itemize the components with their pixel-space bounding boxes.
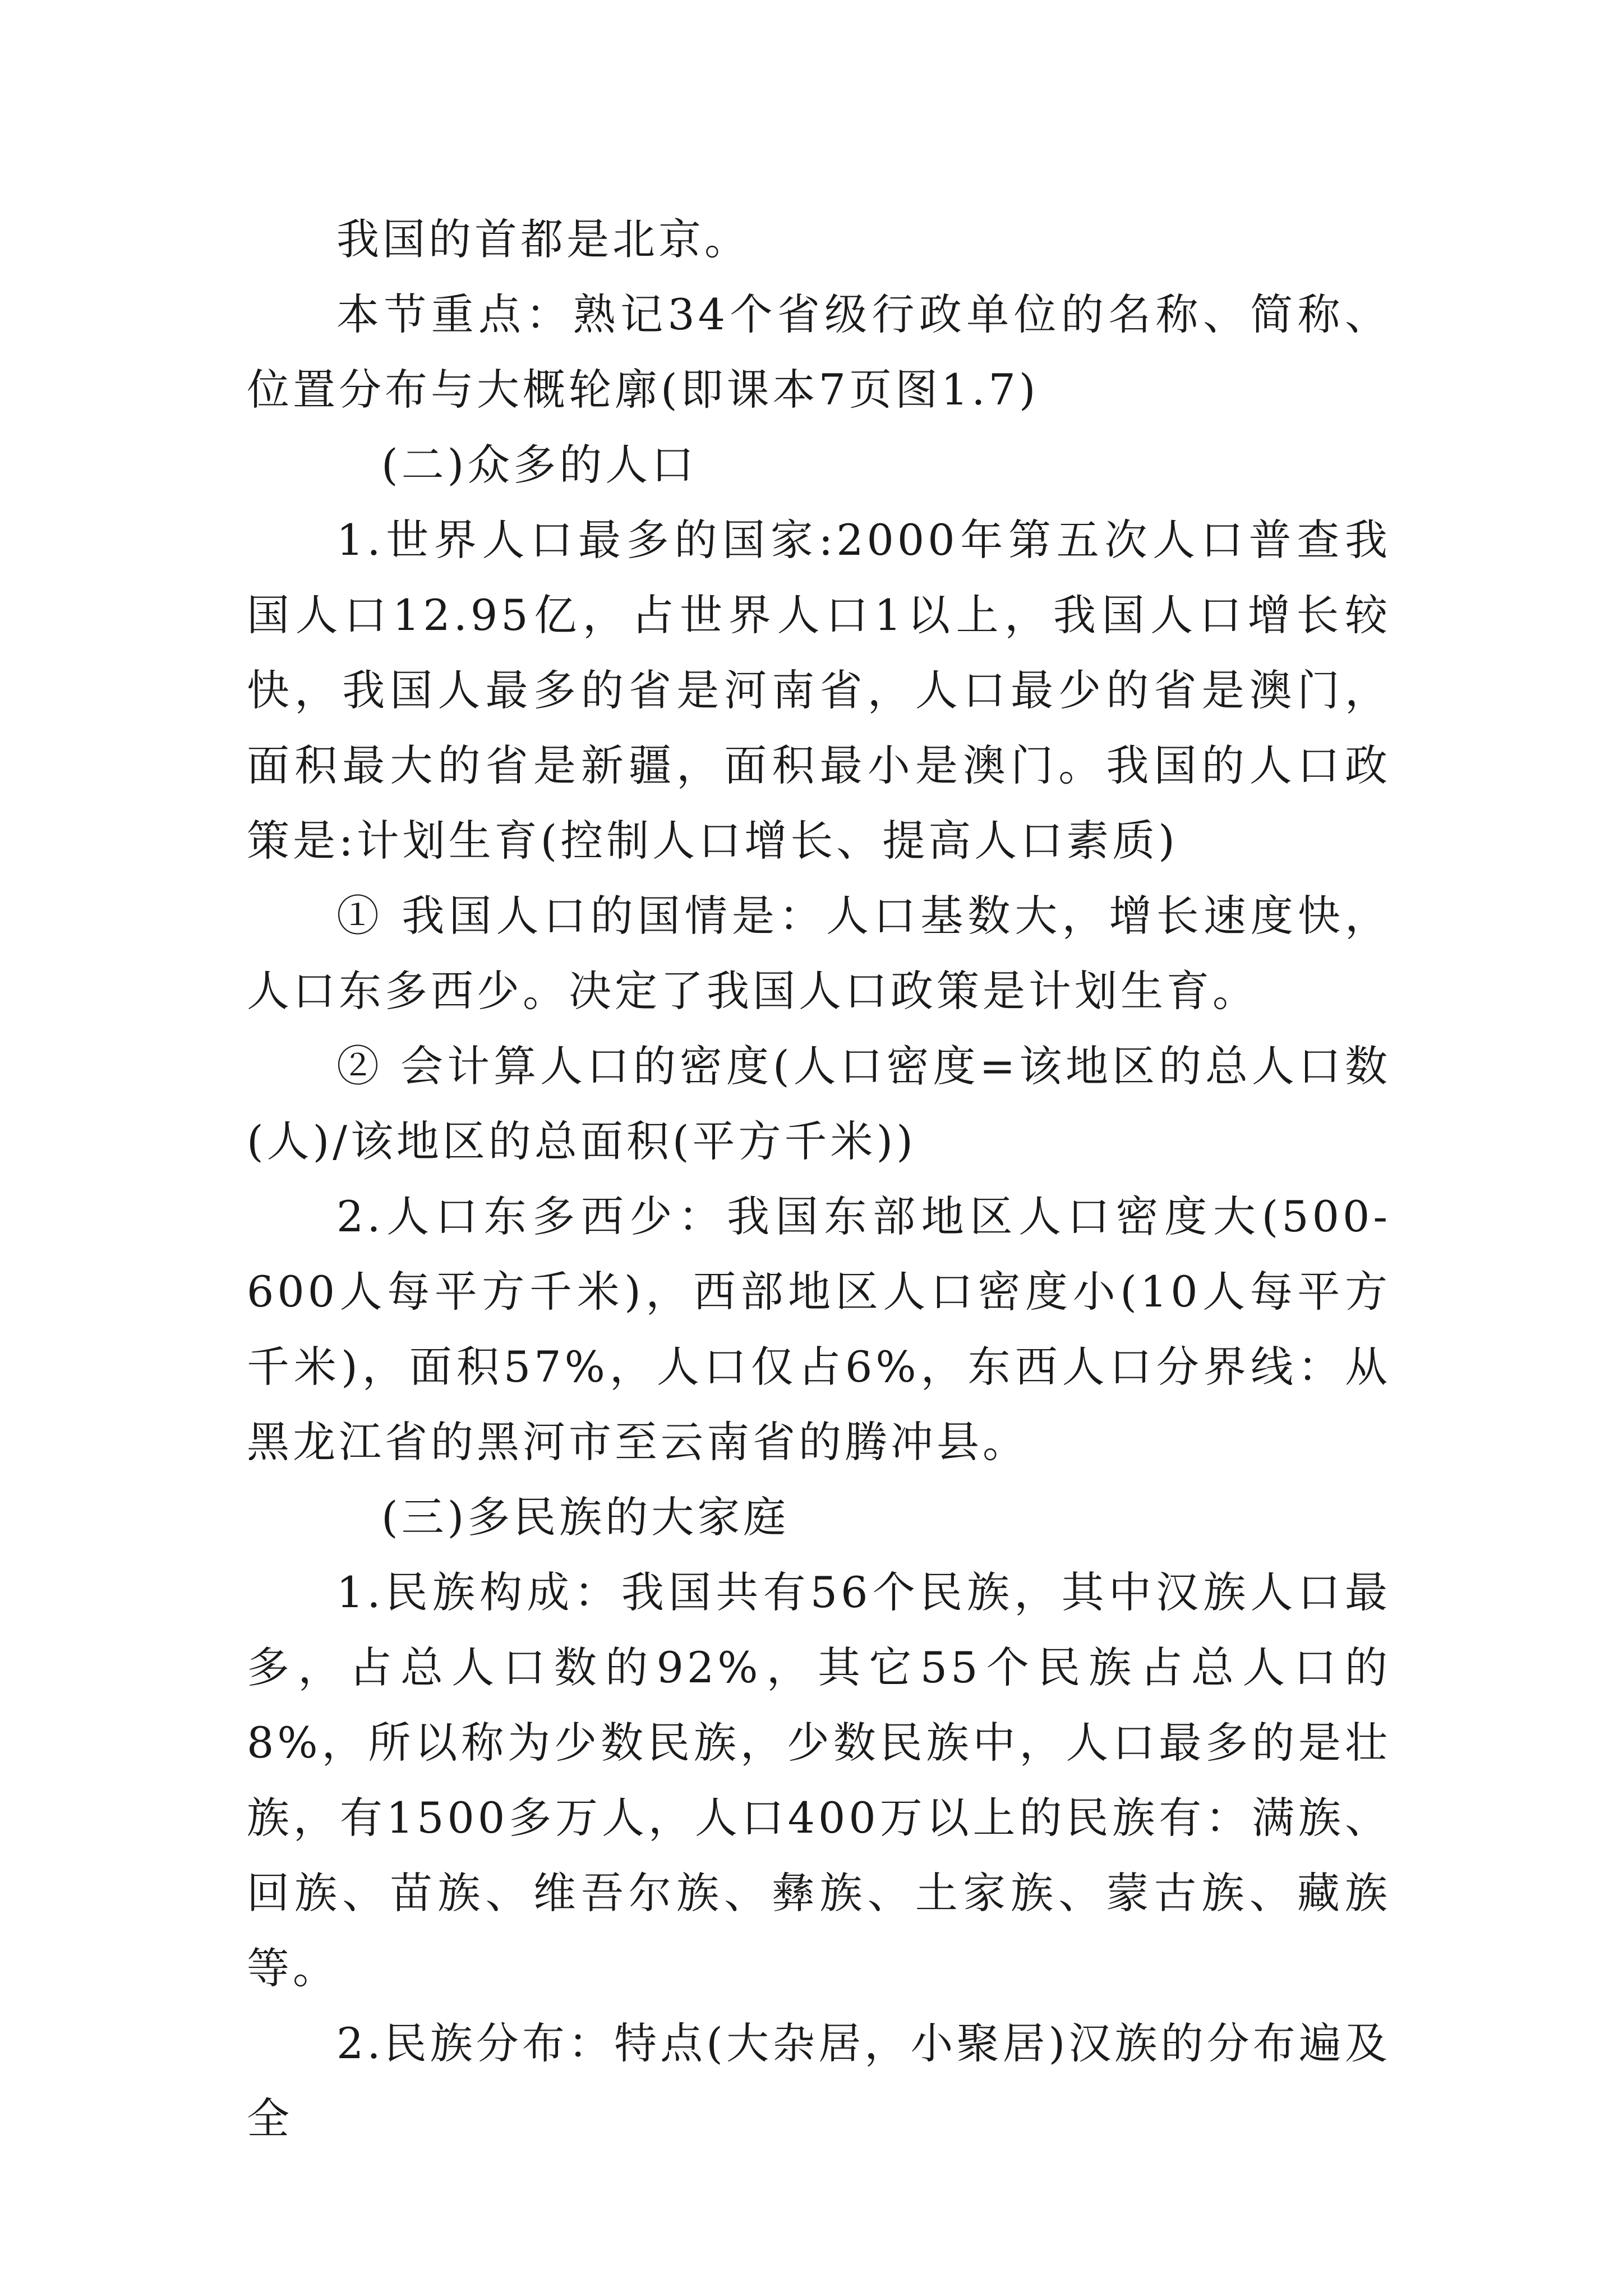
paragraph-ethnic-composition: 1.民族构成：我国共有56个民族，其中汉族人口最多，占总人口数的92%，其它55个民族占总人口的8%，所以称为少数民族，少数民族中，人口最多的是壮族，有1500多万人，人口400万以上的民族有：满族、回族、苗族、维吾尔族、彝族、土家族、蒙古族、藏族等。 [247, 1567, 1391, 1993]
paragraph-key-points: 本节重点：熟记34个省级行政单位的名称、简称、位置分布与大概轮廓(即课本7页图1.7) [247, 289, 1391, 415]
section-heading-ethnic: (三)多民族的大家庭 [381, 1492, 790, 1542]
paragraph-population-conditions: ① 我国人口的国情是：人口基数大，增长速度快，人口东多西少。决定了我国人口政策是计划生育。 [247, 891, 1391, 1016]
paragraph-east-west: 2.人口东多西少：我国东部地区人口密度大(500-600人每平方千米)，西部地区人口密度小(10人每平方千米)，面积57%，人口仅占6%，东西人口分界线：从黑龙江省的黑河市至云南省的腾冲县。 [247, 1191, 1391, 1467]
paragraph-population-density: ② 会计算人口的密度(人口密度=该地区的总人口数(人)/该地区的总面积(平方千米)) [247, 1041, 1391, 1166]
document-page [247, 202, 1391, 2156]
paragraph-ethnic-distribution: 2.民族分布：特点(大杂居，小聚居)汉族的分布遍及全 [247, 2018, 1391, 2143]
section-heading-population: (二)众多的人口 [381, 440, 698, 490]
paragraph-most-populous: 1.世界人口最多的国家:2000年第五次人口普查我国人口12.95亿，占世界人口1以上，我国人口增长较快，我国人最多的省是河南省，人口最少的省是澳门，面积最大的省是新疆，面积最小是澳门。我国的人口政策是:计划生育(控制人口增长、提高人口素质) [247, 515, 1391, 866]
paragraph-capital: 我国的首都是北京。 [336, 214, 750, 264]
